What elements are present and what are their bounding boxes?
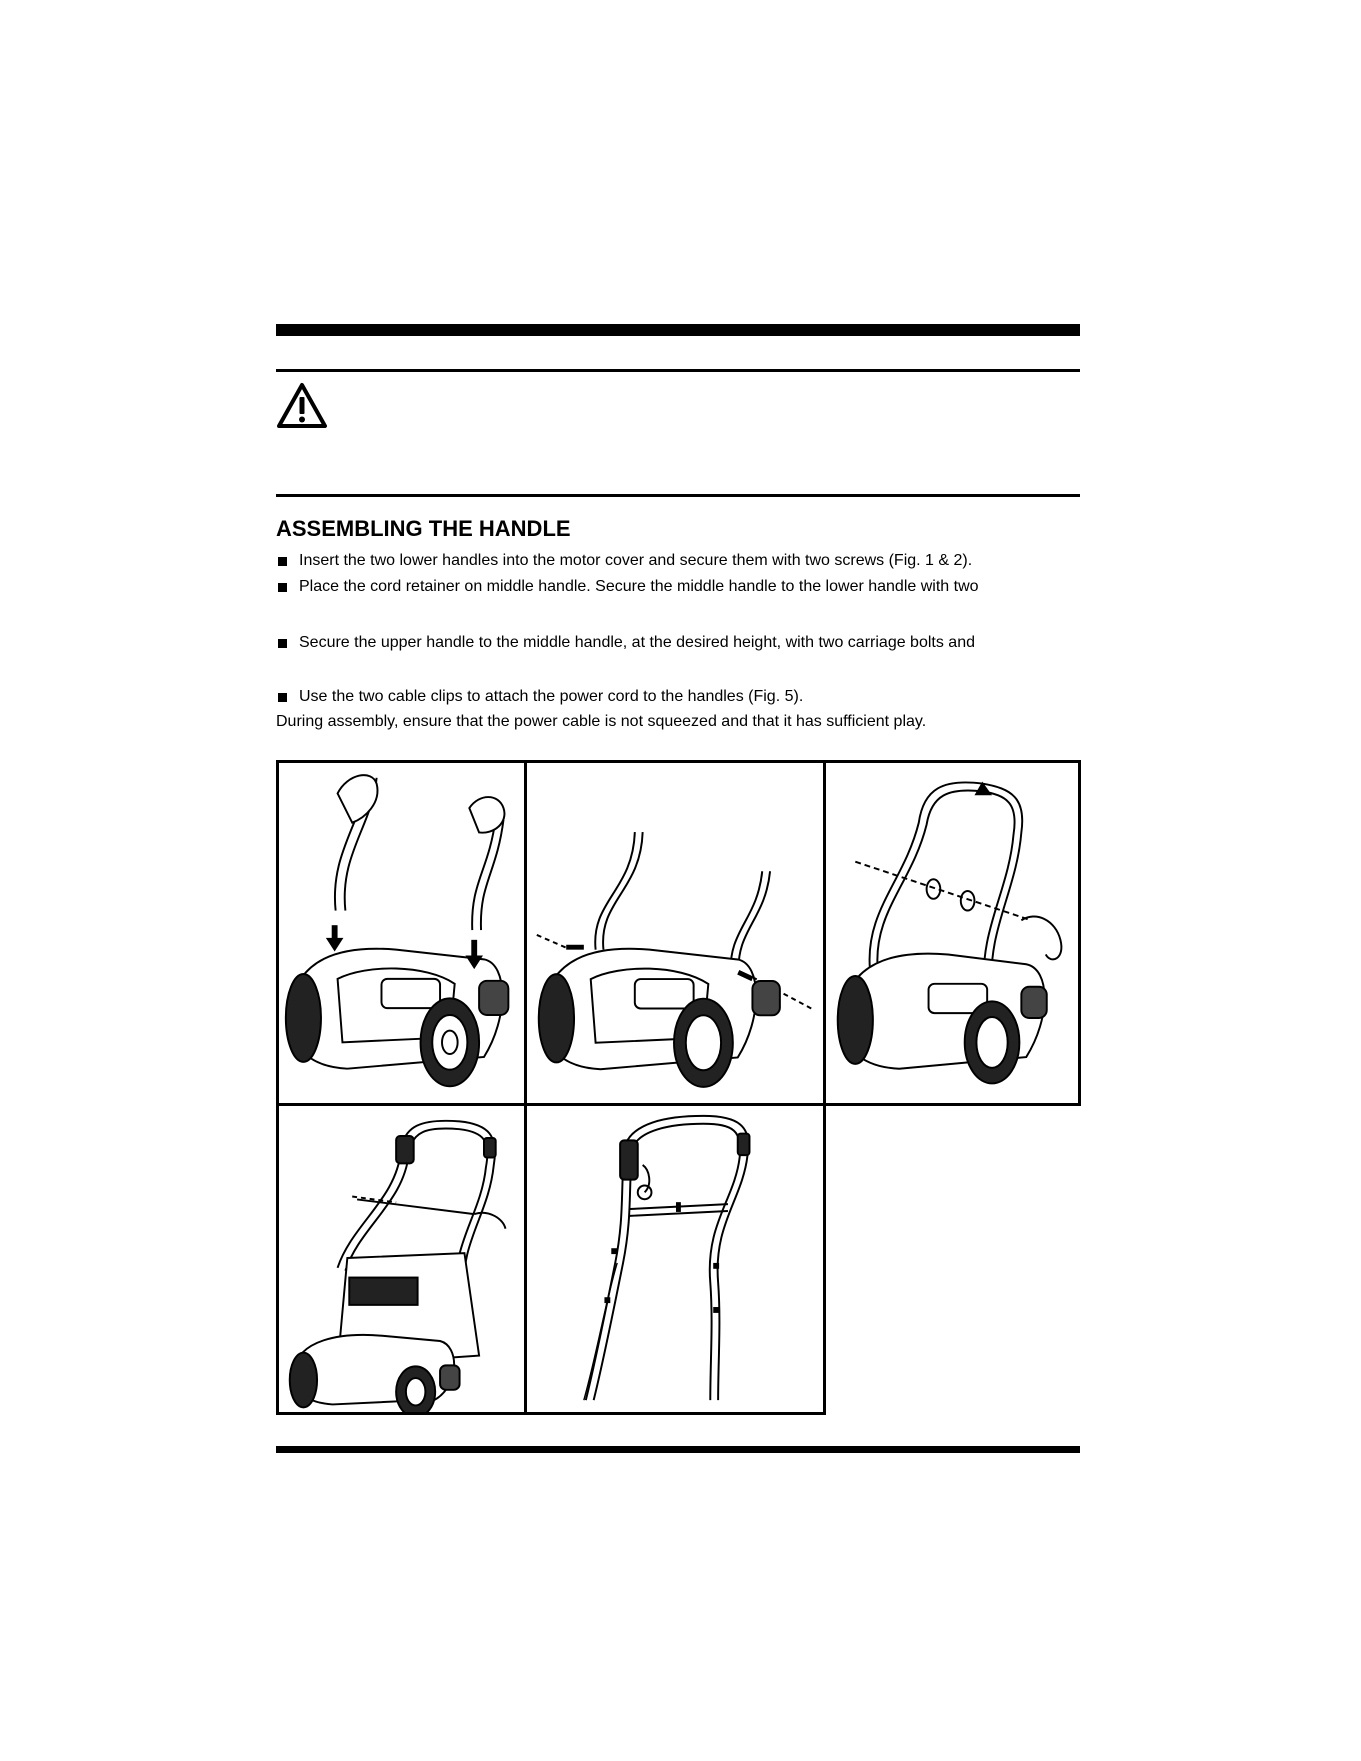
warning-triangle-icon: [276, 382, 328, 429]
assembly-note: During assembly, ensure that the power cable is not squeezed and that it has sufficient play.: [276, 713, 927, 730]
figure-1: [276, 760, 527, 1106]
section-heading: ASSEMBLING THE HANDLE: [276, 516, 571, 541]
warning-bottom-rule: [276, 494, 1080, 497]
cable-clips-on-handle-illustration: [527, 1106, 823, 1412]
step-item: [278, 552, 972, 570]
bullet-square-icon: [278, 557, 287, 566]
step-item: [278, 634, 975, 652]
middle-handle-attached-illustration: [826, 763, 1078, 1103]
upper-handle-carriage-bolts-illustration: [279, 1106, 524, 1412]
bullet-square-icon: [278, 693, 287, 702]
step-text: Secure the upper handle to the middle handle, at the desired height, with two carriage bolts and: [299, 634, 975, 651]
bullet-square-icon: [278, 639, 287, 648]
lower-handles-insertion-illustration: [279, 763, 524, 1103]
step-item: [278, 688, 803, 706]
step-text: Use the two cable clips to attach the power cord to the handles (Fig. 5).: [299, 688, 804, 705]
step-text: Place the cord retainer on middle handle. Secure the middle handle to the lower handle with two: [299, 578, 979, 595]
figure-3: [823, 760, 1081, 1106]
warning-top-rule: [276, 369, 1080, 372]
top-thick-rule: [276, 324, 1080, 336]
lower-handles-screws-illustration: [527, 763, 823, 1103]
bullet-square-icon: [278, 583, 287, 592]
bottom-thick-rule: [276, 1446, 1080, 1453]
step-text: Insert the two lower handles into the motor cover and secure them with two screws (Fig. 1 & 2).: [299, 552, 973, 569]
step-item: [278, 578, 979, 596]
figure-2: [524, 760, 826, 1106]
figure-4: [276, 1103, 527, 1415]
figure-5: [524, 1103, 826, 1415]
